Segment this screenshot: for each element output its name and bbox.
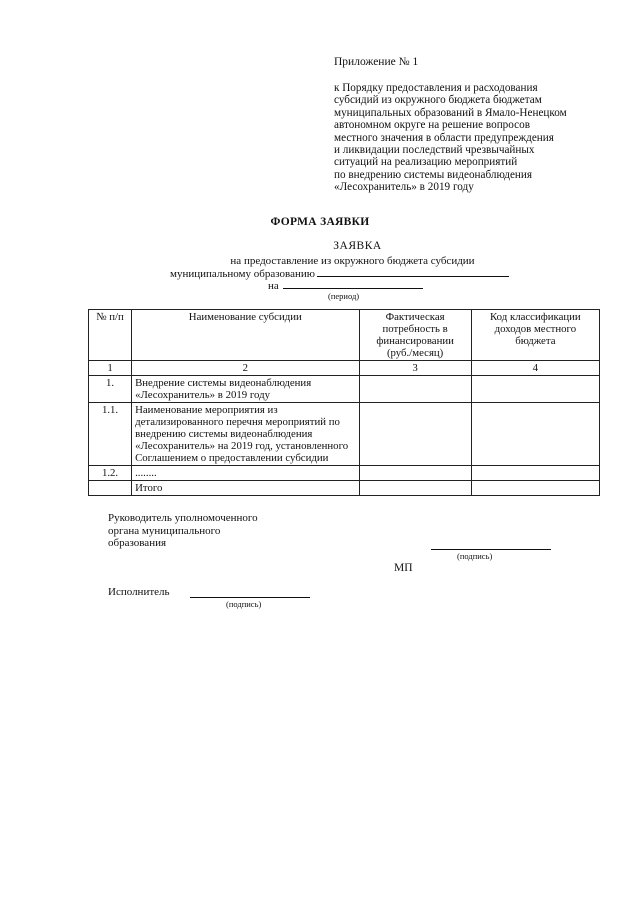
column-number-row [89,361,600,376]
executor-signature-field[interactable] [190,597,310,598]
row-code[interactable] [471,481,599,496]
head-label-line: органа муниципального [108,524,221,537]
head-signature-caption: (подпись) [457,551,493,561]
period-caption: (период) [328,291,360,301]
row-need[interactable] [359,376,471,403]
period-field[interactable] [283,278,423,289]
appendix-text [334,82,604,194]
column-number: 1 [89,361,132,376]
row-code[interactable] [471,403,599,466]
request-title: ЗАЯВКА [333,240,382,252]
period-label: на [268,280,279,292]
form-title: ФОРМА ЗАЯВКИ [270,216,370,228]
row-number: 1.2. [89,466,132,481]
table-row [89,403,600,466]
head-signature-field[interactable] [431,549,551,550]
row-name: Наименование мероприятия из детализированного перечня мероприятий по внедрению системы видеонаблюдения «Лесохранитель» на 2019 год, установленного Соглашением о предоставлении субсидии [132,403,359,466]
appendix-line: и ликвидации последствий чрезвычайных [334,144,535,157]
column-number: 3 [359,361,471,376]
executor-signature-caption: (подпись) [226,599,262,609]
subsidy-table [88,309,600,496]
row-number: 1.1. [89,403,132,466]
column-number: 2 [132,361,359,376]
header-name: Наименование субсидии [132,310,359,361]
request-subtitle: на предоставление из окружного бюджета субсидии [230,255,475,267]
period-line [268,278,423,292]
row-need[interactable] [359,403,471,466]
row-number [89,481,132,496]
appendix-line: «Лесохранитель» в 2019 году [334,181,474,194]
appendix-line: по внедрению системы видеонаблюдения [334,168,533,181]
row-name: ........ [132,466,359,481]
stamp-label: МП [394,562,413,574]
row-number: 1. [89,376,132,403]
municipality-field[interactable] [317,266,509,277]
row-name: Внедрение системы видеонаблюдения «Лесохранитель» в 2019 году [132,376,359,403]
table-row-total [89,481,600,496]
appendix-line: муниципальных образований в Ямало-Ненецком [334,106,567,119]
row-need[interactable] [359,481,471,496]
row-name: Итого [132,481,359,496]
header-need: Фактическая потребность в финансировании (руб./месяц) [359,310,471,361]
row-code[interactable] [471,376,599,403]
appendix-line: местного значения в области предупреждения [334,131,554,144]
executor-label: Исполнитель [108,586,170,598]
table-row [89,466,600,481]
appendix-title: Приложение № 1 [334,56,419,68]
appendix-line: ситуаций на реализацию мероприятий [334,156,518,169]
appendix-line: к Порядку предоставления и расходования [334,82,538,94]
appendix-line: субсидий из окружного бюджета бюджетам [334,94,542,107]
header-code: Код классификации доходов местного бюджета [471,310,599,361]
row-code[interactable] [471,466,599,481]
head-label-line: образования [108,537,167,549]
row-need[interactable] [359,466,471,481]
table-row [89,376,600,403]
municipality-label: муниципальному образованию [170,268,315,280]
header-number: № п/п [89,310,132,361]
appendix-line: автономном округе на решение вопросов [334,119,530,132]
table-header-row [89,310,600,361]
column-number: 4 [471,361,599,376]
head-label-line: Руководитель уполномоченного [108,512,258,524]
head-signatory-label [108,512,258,550]
